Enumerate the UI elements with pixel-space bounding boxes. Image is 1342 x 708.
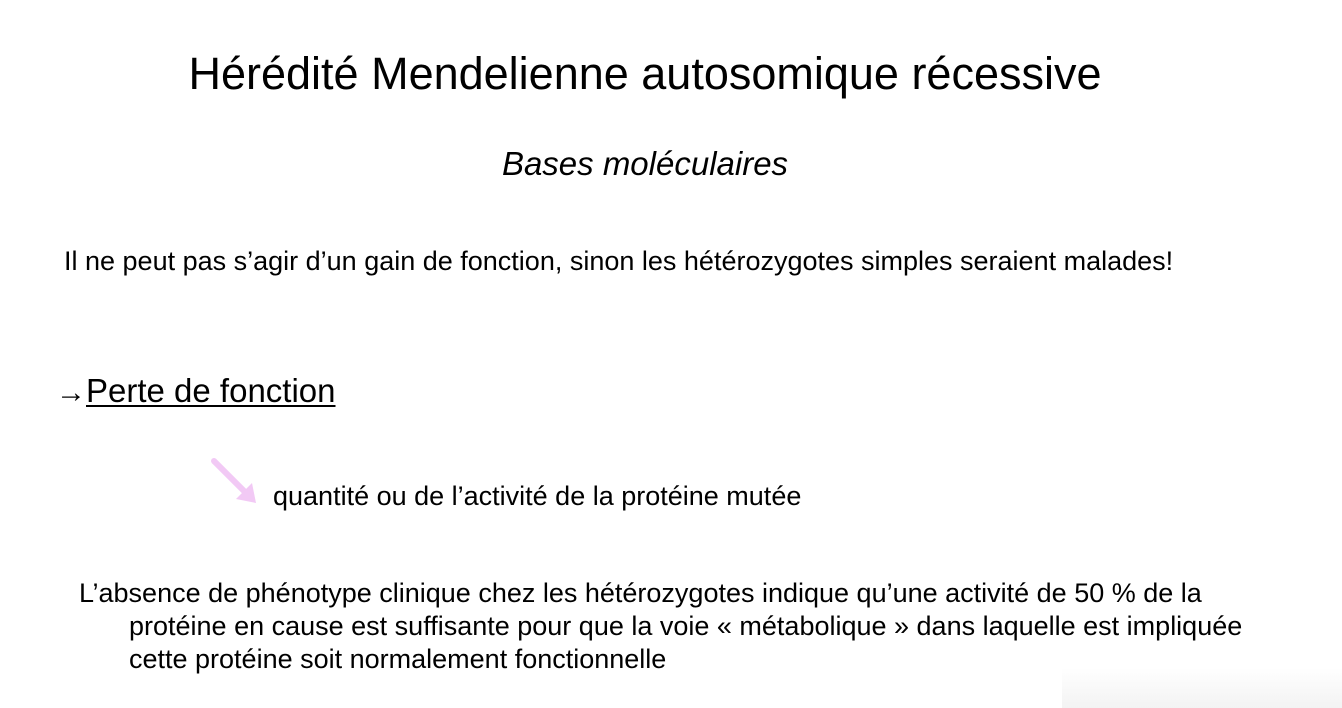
paragraph-gain-of-function: Il ne peut pas s’agir d’un gain de fonction, sinon les hétérozygotes simples seraient malades!	[64, 246, 1174, 276]
decrease-text: quantité ou de l’activité de la protéine mutée	[273, 481, 802, 511]
right-arrow-icon: →	[56, 376, 86, 409]
slide-subtitle: Bases moléculaires	[501, 145, 789, 182]
decrease-statement	[208, 455, 1108, 515]
heading-loss-of-function	[56, 370, 336, 414]
diagonal-down-arrow-icon	[208, 455, 264, 511]
paragraph-heterozygote-activity: L’absence de phénotype clinique chez les hétérozygotes indique qu’une activité de 50 % de la protéine en cause est suffisante pour que la voie « métabolique » dans laquelle est impliquée cette protéine soit normalement fonctionnelle	[79, 578, 1243, 674]
slide-title: Hérédité Mendelienne autosomique récessive	[188, 48, 1102, 99]
heading-loss-text: Perte de fonction	[86, 372, 336, 409]
